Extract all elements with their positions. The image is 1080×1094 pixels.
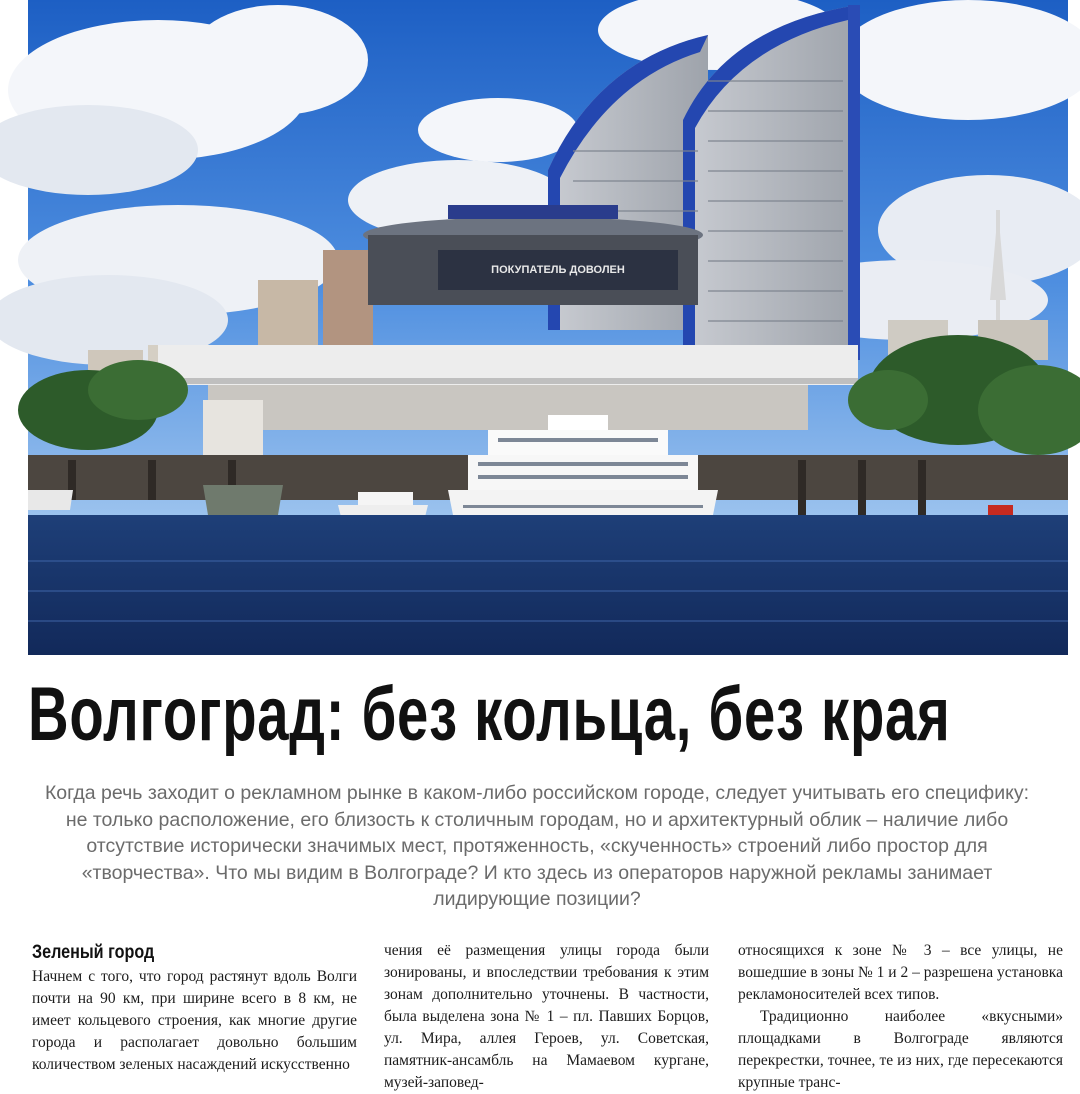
photo-illustration: [28, 0, 1068, 655]
article-lead: Когда речь заходит о рекламном рынке в каком-либо российском городе, следует учитывать его специфику: не только расположение, его близость к столичным городам, но и архитектурный облик – наличие либо отсутствие исторически значимых мест, протяженность, «скученность» строений либо простор для «творчества». Что мы видим в Волгограде? И кто здесь из операторов наружной рекламы занимает лидирующие позиции?: [44, 782, 1030, 910]
cover-photo-volgograd-riverfront: [28, 0, 1068, 655]
section-heading: Зеленый город: [32, 942, 155, 963]
column-3-paragraph-2: Традиционно наиболее «вкусными» площадками в Волгограде являются перекрестки, точнее, те из них, где пересекаются крупные транс-: [738, 1008, 1063, 1091]
body-column-2: [384, 940, 709, 1094]
body-column-3: [738, 940, 1063, 1094]
column-1-text: Начнем с того, что город растянут вдоль Волги почти на 90 км, при ширине всего в 8 км, не имеет кольцевого строения, как многие другие города и располагает довольно большим количеством зеленых насаждений искусственно: [32, 968, 357, 1073]
billboard-text: ПОКУПАТЕЛЬ ДОВОЛЕН: [491, 264, 625, 276]
article-headline: Волгоград: без кольца, без края: [28, 672, 951, 757]
column-3-paragraph-1: относящихся к зоне № 3 – все улицы, не вошедшие в зоны № 1 и 2 – разрешена установка рекламоносителей всех типов.: [738, 942, 1063, 1003]
volga-river: [28, 515, 1068, 655]
body-column-1: [32, 940, 357, 1076]
column-2-text: чения её размещения улицы города были зонированы, и впоследствии требования к этим зонам дополнительно уточнены. В частности, была выделена зона № 1 – пл. Павших Борцов, ул. Мира, аллея Героев, ул. Советская, памятник-ансамбль на Мамаевом кургане, музей-заповед-: [384, 942, 709, 1091]
article-body: [32, 940, 1063, 1091]
